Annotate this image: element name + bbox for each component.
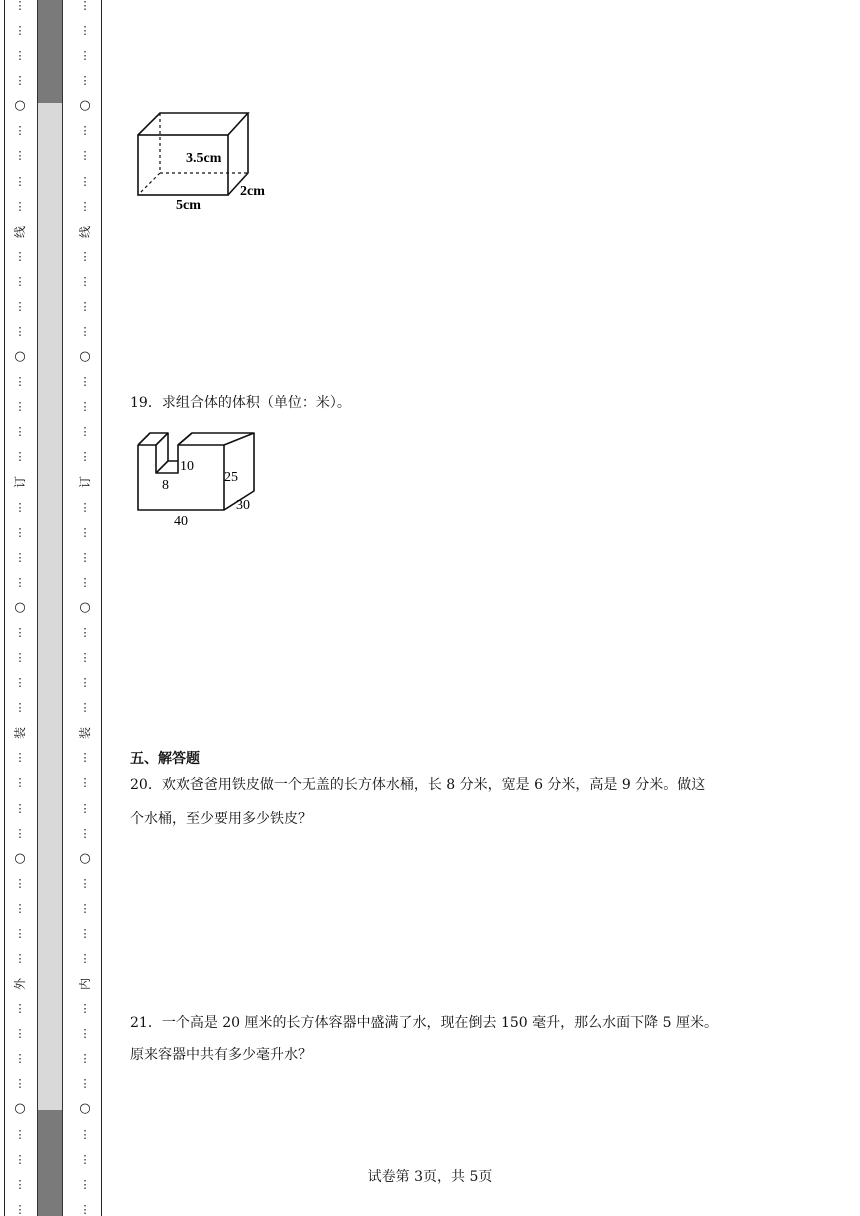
binding-circle: ○ — [79, 599, 91, 615]
binding-dots: ⋮ — [79, 651, 91, 665]
binding-dots: ⋮ — [14, 49, 26, 63]
binding-dots: ⋮ — [79, 826, 91, 840]
binding-dots: ⋮ — [14, 876, 26, 890]
binding-dots: ⋮ — [79, 676, 91, 690]
length-label: 40 — [174, 514, 188, 529]
binding-dots: ⋮ — [79, 550, 91, 564]
binding-circle: ○ — [14, 850, 26, 866]
binding-dots: ⋮ — [79, 751, 91, 765]
binding-dots: ⋮ — [79, 1177, 91, 1191]
binding-dots: ⋮ — [14, 1027, 26, 1041]
question-20-line-2: 个水桶，至少要用多少铁皮？ — [130, 811, 312, 827]
section-title: 五、解答题 — [130, 751, 200, 767]
binding-dots: ⋮ — [79, 1052, 91, 1066]
binding-dots: ⋮ — [79, 325, 91, 339]
binding-dots: ⋮ — [79, 274, 91, 288]
binding-dots: ⋮ — [14, 0, 26, 12]
binding-circle: ○ — [14, 98, 26, 114]
box-figure — [130, 105, 290, 219]
height-label: 25 — [224, 470, 238, 485]
binding-dots: ⋮ — [14, 901, 26, 915]
binding-dots: ⋮ — [79, 1127, 91, 1141]
binding-dots: ⋮ — [79, 450, 91, 464]
binding-label: 订 — [77, 476, 92, 489]
binding-dots: ⋮ — [79, 174, 91, 188]
binding-dots: ⋮ — [14, 751, 26, 765]
binding-dots: ⋮ — [14, 926, 26, 940]
binding-circle: ○ — [79, 850, 91, 866]
outer-binding-column — [10, 0, 30, 1216]
binding-dots: ⋮ — [79, 901, 91, 915]
binding-dots: ⋮ — [14, 299, 26, 313]
binding-dots: ⋮ — [14, 74, 26, 88]
binding-label: 内 — [77, 978, 92, 991]
binding-dots: ⋮ — [14, 274, 26, 288]
binding-dots: ⋮ — [14, 550, 26, 564]
binding-dots: ⋮ — [79, 701, 91, 715]
binding-dots: ⋮ — [79, 1002, 91, 1016]
box-length-label: 5cm — [176, 198, 201, 213]
binding-circle: ○ — [14, 599, 26, 615]
binding-dots: ⋮ — [14, 651, 26, 665]
binding-dots: ⋮ — [79, 249, 91, 263]
binding-dots: ⋮ — [14, 174, 26, 188]
binding-line-right — [101, 0, 102, 1216]
binding-dots: ⋮ — [14, 1002, 26, 1016]
binding-dots: ⋮ — [14, 625, 26, 639]
binding-circle: ○ — [14, 1101, 26, 1117]
binding-dots: ⋮ — [14, 776, 26, 790]
question-19: 19．求组合体的体积（单位：米）。 — [130, 395, 351, 411]
binding-dots: ⋮ — [14, 676, 26, 690]
binding-dots: ⋮ — [79, 575, 91, 589]
binding-dots: ⋮ — [14, 1177, 26, 1191]
binding-dots: ⋮ — [79, 1077, 91, 1091]
binding-label: 线 — [77, 225, 92, 238]
binding-dots: ⋮ — [79, 500, 91, 514]
page-footer: 试卷第 3页，共 5页 — [367, 1169, 493, 1185]
binding-dots: ⋮ — [79, 876, 91, 890]
inner-binding-column — [75, 0, 95, 1216]
binding-dots: ⋮ — [14, 951, 26, 965]
binding-dots: ⋮ — [14, 400, 26, 414]
binding-dots: ⋮ — [14, 375, 26, 389]
binding-dots: ⋮ — [79, 199, 91, 213]
binding-strip-dark-top — [38, 0, 62, 103]
binding-dots: ⋮ — [79, 1202, 91, 1216]
binding-strip-dark-bottom — [38, 1110, 62, 1216]
binding-dots: ⋮ — [79, 926, 91, 940]
binding-dots: ⋮ — [79, 149, 91, 163]
binding-dots: ⋮ — [14, 801, 26, 815]
binding-dots: ⋮ — [14, 701, 26, 715]
binding-dots: ⋮ — [14, 525, 26, 539]
binding-dots: ⋮ — [14, 450, 26, 464]
depth-label: 30 — [236, 498, 250, 513]
binding-dots: ⋮ — [79, 776, 91, 790]
binding-dots: ⋮ — [14, 425, 26, 439]
binding-dots: ⋮ — [14, 500, 26, 514]
binding-dots: ⋮ — [79, 400, 91, 414]
binding-label: 装 — [12, 727, 27, 740]
binding-circle: ○ — [79, 349, 91, 365]
box-height-label: 3.5cm — [186, 151, 222, 166]
binding-dots: ⋮ — [79, 801, 91, 815]
binding-label: 订 — [12, 476, 27, 489]
binding-dots: ⋮ — [79, 299, 91, 313]
binding-dots: ⋮ — [79, 124, 91, 138]
binding-label: 外 — [12, 978, 27, 991]
binding-dots: ⋮ — [14, 1152, 26, 1166]
binding-dots: ⋮ — [79, 525, 91, 539]
binding-label: 装 — [77, 727, 92, 740]
binding-dots: ⋮ — [14, 1202, 26, 1216]
binding-label: 线 — [12, 225, 27, 238]
binding-dots: ⋮ — [14, 325, 26, 339]
binding-circle: ○ — [79, 1101, 91, 1117]
binding-circle: ○ — [14, 349, 26, 365]
binding-dots: ⋮ — [14, 24, 26, 38]
binding-dots: ⋮ — [14, 575, 26, 589]
binding-dots: ⋮ — [79, 1027, 91, 1041]
question-21-line-1: 21．一个高是 20 厘米的长方体容器中盛满了水，现在倒去 150 毫升，那么水面下降 5 厘米。 — [130, 1015, 718, 1031]
box-width-label: 2cm — [240, 184, 265, 199]
binding-dots: ⋮ — [14, 826, 26, 840]
question-21-line-2: 原来容器中共有多少毫升水？ — [130, 1047, 312, 1063]
binding-dots: ⋮ — [14, 149, 26, 163]
binding-dots: ⋮ — [14, 124, 26, 138]
binding-dots: ⋮ — [79, 49, 91, 63]
notch-width-label: 8 — [162, 478, 169, 493]
binding-dots: ⋮ — [79, 425, 91, 439]
binding-dots: ⋮ — [14, 1127, 26, 1141]
binding-dots: ⋮ — [14, 199, 26, 213]
binding-dots: ⋮ — [79, 625, 91, 639]
question-20-line-1: 20．欢欢爸爸用铁皮做一个无盖的长方体水桶，长 8 分米，宽是 6 分米，高是 9 分米。做这 — [130, 777, 706, 793]
binding-dots: ⋮ — [79, 74, 91, 88]
binding-dots: ⋮ — [79, 24, 91, 38]
binding-dots: ⋮ — [14, 1052, 26, 1066]
binding-dots: ⋮ — [79, 0, 91, 12]
binding-dots: ⋮ — [79, 375, 91, 389]
binding-dots: ⋮ — [14, 249, 26, 263]
binding-gray-strip — [37, 0, 63, 1216]
binding-dots: ⋮ — [14, 1077, 26, 1091]
notch-height-label: 10 — [180, 459, 194, 474]
binding-dots: ⋮ — [79, 1152, 91, 1166]
binding-dots: ⋮ — [79, 951, 91, 965]
binding-circle: ○ — [79, 98, 91, 114]
composite-solid-figure — [130, 425, 270, 539]
binding-line-left — [4, 0, 5, 1216]
